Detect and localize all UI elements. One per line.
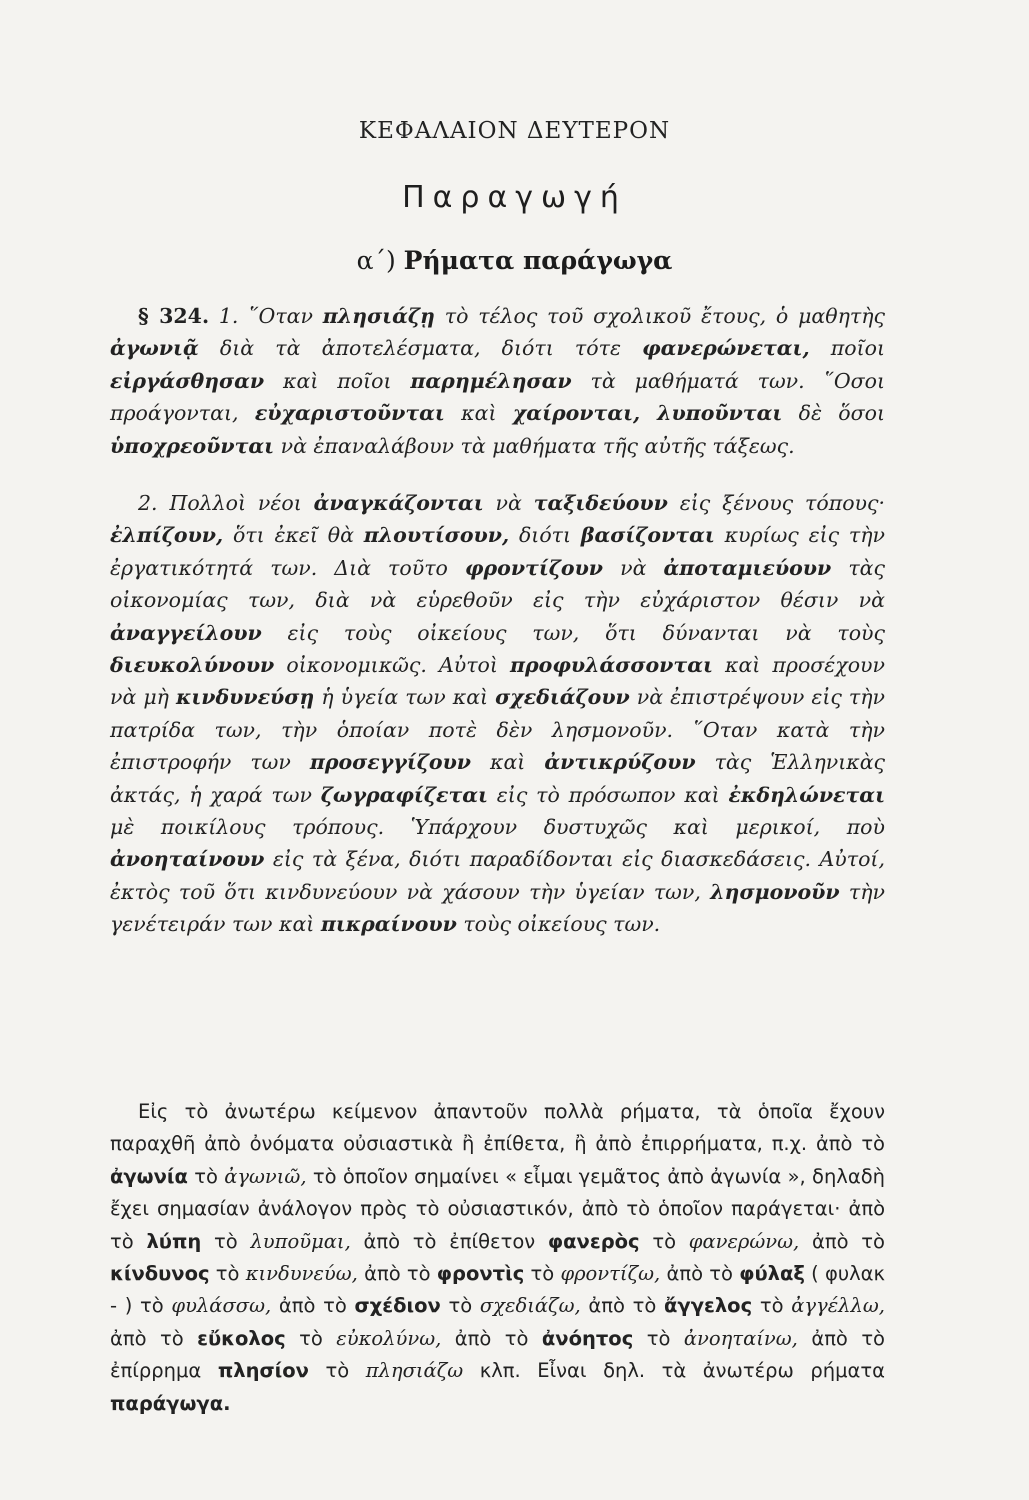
text: ἀπὸ τὸ xyxy=(271,1294,355,1318)
text: ἀπὸ τὸ xyxy=(660,1262,740,1286)
text: τὸ τέλος τοῦ σχολικοῦ ἔτους, ὁ μαθητὴς xyxy=(434,304,885,328)
italic-verb: εὐκολύνω, xyxy=(336,1326,442,1350)
italic-verb: φυλάσσω, xyxy=(171,1294,272,1318)
text: ὅτι ἐκεῖ θὰ xyxy=(223,523,364,548)
section-mark: § 324. xyxy=(138,304,210,328)
bold-verb: φροντίζουν xyxy=(464,555,604,580)
italic-verb: πλησιάζω xyxy=(365,1359,464,1383)
text: τὸ xyxy=(187,1164,225,1188)
text: εἰς τὸ πρόσωπον καὶ xyxy=(487,782,729,807)
text: ἀπὸ τὸ xyxy=(580,1294,665,1318)
text: ἀπὸ τὸ xyxy=(799,1229,885,1253)
bold-noun: κίνδυνος xyxy=(110,1262,210,1286)
text: ἀπὸ τὸ xyxy=(110,1326,198,1350)
section-label: α΄) xyxy=(356,246,396,275)
bold-verb: φανερώνεται, xyxy=(642,336,810,361)
chapter-heading: ΚΕΦΑΛΑΙΟΝ ΔΕΥΤΕΡΟΝ xyxy=(358,118,671,144)
bold-noun: πλησίον xyxy=(217,1359,309,1383)
bold-verb: παρημέλησαν xyxy=(410,368,572,393)
text: ῞Οταν xyxy=(238,304,323,328)
bold-verb: ἀποταμιεύουν xyxy=(663,555,832,580)
bold-verb: εὐχαριστοῦνται xyxy=(254,401,445,426)
italic-verb: σχεδιάζω, xyxy=(479,1294,581,1318)
text: εἰς τοὺς οἰκείους των, ὅτι δύνανται νὰ τοὺς xyxy=(261,620,885,645)
text: μὲ ποικίλους τρόπους. Ὑπάρχουν δυστυχῶς καὶ μερικοί, ποὺ xyxy=(110,815,885,840)
text: τὸ xyxy=(633,1326,684,1350)
bold-verb: ἀνοηταίνουν xyxy=(110,847,265,872)
text: νὰ ἐπιστρέψουν εἰς τὴν πατρίδα των, τὴν ὁποίαν ποτὲ δὲν λησμονοῦν. ῞Οταν κατὰ τὴν ἐπιστροφήν των xyxy=(110,685,886,775)
bold-verb: πλησιάζῃ xyxy=(322,304,435,328)
sub-number: 1. xyxy=(218,304,239,328)
bold-verb: ἀγωνιᾷ xyxy=(110,336,199,361)
bold-noun: παράγωγα. xyxy=(110,1391,231,1415)
bold-noun: εὔκολος xyxy=(197,1326,286,1350)
bold-verb: ἀναγγείλουν xyxy=(110,620,262,645)
text: κλπ. Εἶναι δηλ. τὰ ἀνωτέρω ρήματα xyxy=(463,1359,885,1383)
bold-verb: ταξιδεύουν xyxy=(533,491,668,515)
italic-verb: ἀνοηταίνω, xyxy=(683,1326,798,1350)
italic-verb: φανερώνω, xyxy=(688,1229,800,1253)
italic-verb: ἀγωνιῶ, xyxy=(224,1164,307,1188)
bold-verb: διευκολύνουν xyxy=(110,653,275,678)
bold-noun: σχέδιον xyxy=(354,1294,441,1318)
text: νὰ xyxy=(483,491,534,515)
italic-verb: ἀγγέλλω, xyxy=(791,1294,885,1318)
bold-verb: πικραίνουν xyxy=(320,912,457,937)
paragraph-3 xyxy=(110,1096,885,1420)
text: οἰκονομικῶς. Αὐτοὶ xyxy=(274,653,511,678)
text: τὸ xyxy=(201,1229,251,1253)
text: εἰς τὰ ξένα, διότι παραδίδονται εἰς διασκεδάσεις. Αὐτοί, ἐκτὸς τοῦ ὅτι κινδυνεύουν νὰ χάσουν τὴν ὑγείαν των, xyxy=(110,847,885,904)
bold-noun: φροντὶς xyxy=(436,1262,525,1286)
text: Εἰς τὸ ἀνωτέρω κείμενον ἀπαντοῦν πολλὰ ρήματα, τὰ ὁποῖα ἔχουν παραχθῆ ἀπὸ ὀνόματα οὐσιαστικὰ ἢ ἐπίθετα, ἢ ἀπὸ ἐπιρρήματα, π.χ. ἀπὸ τὸ xyxy=(110,1100,885,1156)
bold-verb: ἐλπίζουν, xyxy=(110,523,224,548)
italic-verb: φροντίζω, xyxy=(560,1262,661,1286)
text: καὶ xyxy=(471,750,545,775)
bold-verb: πλουτίσουν, xyxy=(363,523,510,548)
section-heading xyxy=(0,246,1029,275)
text: τὸ xyxy=(209,1262,246,1286)
text: τὸ xyxy=(639,1229,689,1253)
text: Πολλοὶ νέοι xyxy=(157,491,314,515)
text: κυρίως εἰς τὴν ἐργατικότητά των. Διὰ τοῦτο xyxy=(110,523,885,580)
bold-noun: φύλαξ xyxy=(739,1262,805,1286)
text: διότι xyxy=(509,523,581,548)
bold-verb: λησμονοῦν xyxy=(710,879,840,904)
text: τὰ μαθήματά των. ῞Οσοι προάγονται, xyxy=(110,368,885,426)
text: νὰ ἐπαναλάβουν τὰ μαθήματα τῆς αὐτῆς τάξεως. xyxy=(274,433,795,458)
bold-verb: προσεγγίζουν xyxy=(309,750,472,775)
bold-verb: προφυλάσσονται xyxy=(510,653,713,678)
text: καὶ προσέχουν νὰ μὴ xyxy=(110,653,885,710)
bold-verb: κινδυνεύσῃ xyxy=(175,685,315,710)
bold-verb: ἀναγκάζονται xyxy=(313,491,484,515)
sub-number: 2. xyxy=(138,491,158,515)
text: ἀπὸ τὸ ἐπίρρημα xyxy=(110,1326,885,1383)
text: τὸ xyxy=(752,1294,792,1318)
bold-verb: εἰργάσθησαν xyxy=(110,368,265,393)
bold-verb: ζωγραφίζεται xyxy=(320,782,488,807)
text: ἡ ὑγεία των καὶ xyxy=(314,685,496,710)
text: νὰ xyxy=(603,555,664,580)
bold-verb: βασίζονται xyxy=(580,523,715,548)
bold-verb: ἐκδηλώνεται xyxy=(728,782,885,807)
text: τὰς Ἑλληνικὰς ἀκτάς, ἡ χαρά των xyxy=(110,750,886,807)
bold-verb: χαίρονται, λυποῦνται xyxy=(512,401,783,426)
bold-verb: σχεδιάζουν xyxy=(495,685,630,710)
italic-verb: λυποῦμαι, xyxy=(250,1229,351,1253)
text: ποῖοι xyxy=(809,336,885,361)
bold-noun: λύπη xyxy=(146,1229,202,1253)
page-title: Παραγωγή xyxy=(402,180,627,215)
text: τὸ xyxy=(440,1294,480,1318)
text: ἀπὸ τὸ ἐπίθετον xyxy=(350,1229,548,1253)
text: εἰς ξένους τόπους· xyxy=(667,491,885,515)
text: ἀπὸ τὸ xyxy=(357,1262,437,1286)
bold-noun: ἀνόητος xyxy=(541,1326,634,1350)
paragraph-1 xyxy=(110,300,885,462)
text: τὸ xyxy=(308,1359,366,1383)
text: καὶ ποῖοι xyxy=(264,368,411,393)
paragraph-2 xyxy=(110,487,885,941)
text: ( φυλακ - ) τὸ xyxy=(110,1262,885,1318)
text: δὲ ὅσοι xyxy=(782,401,886,426)
bold-verb: ὑποχρεοῦνται xyxy=(110,433,275,458)
text: διὰ τὰ ἀποτελέσματα, διότι τότε xyxy=(198,336,643,361)
text: τὸ ὁποῖον σημαίνει « εἶμαι γεμᾶτος ἀπὸ ἀγωνία », δηλαδὴ ἔχει σημασίαν ἀνάλογον πρὸς τὸ οὐσιαστικόν, ἀπὸ τὸ ὁποῖον παράγεται· ἀπὸ τὸ xyxy=(110,1164,885,1253)
section-title: Ρήματα παράγωγα xyxy=(403,246,673,275)
bold-noun: ἀγωνία xyxy=(110,1164,188,1188)
text: τὸ xyxy=(524,1262,561,1286)
text: τὸ xyxy=(285,1326,337,1350)
bold-noun: ἄγγελος xyxy=(664,1294,753,1318)
text: τὰς οἰκονομίας των, διὰ νὰ εὑρεθοῦν εἰς τὴν εὐχάριστον θέσιν νὰ xyxy=(110,555,885,613)
italic-verb: κινδυνεύω, xyxy=(245,1262,358,1286)
bold-noun: φανερὸς xyxy=(547,1229,640,1253)
text: τὴν γενέτειράν των καὶ xyxy=(110,879,885,937)
text: τοὺς οἰκείους των. xyxy=(456,912,661,937)
text: καὶ xyxy=(444,401,513,426)
text: ἀπὸ τὸ xyxy=(441,1326,542,1350)
bold-verb: ἀντικρύζουν xyxy=(544,750,696,775)
